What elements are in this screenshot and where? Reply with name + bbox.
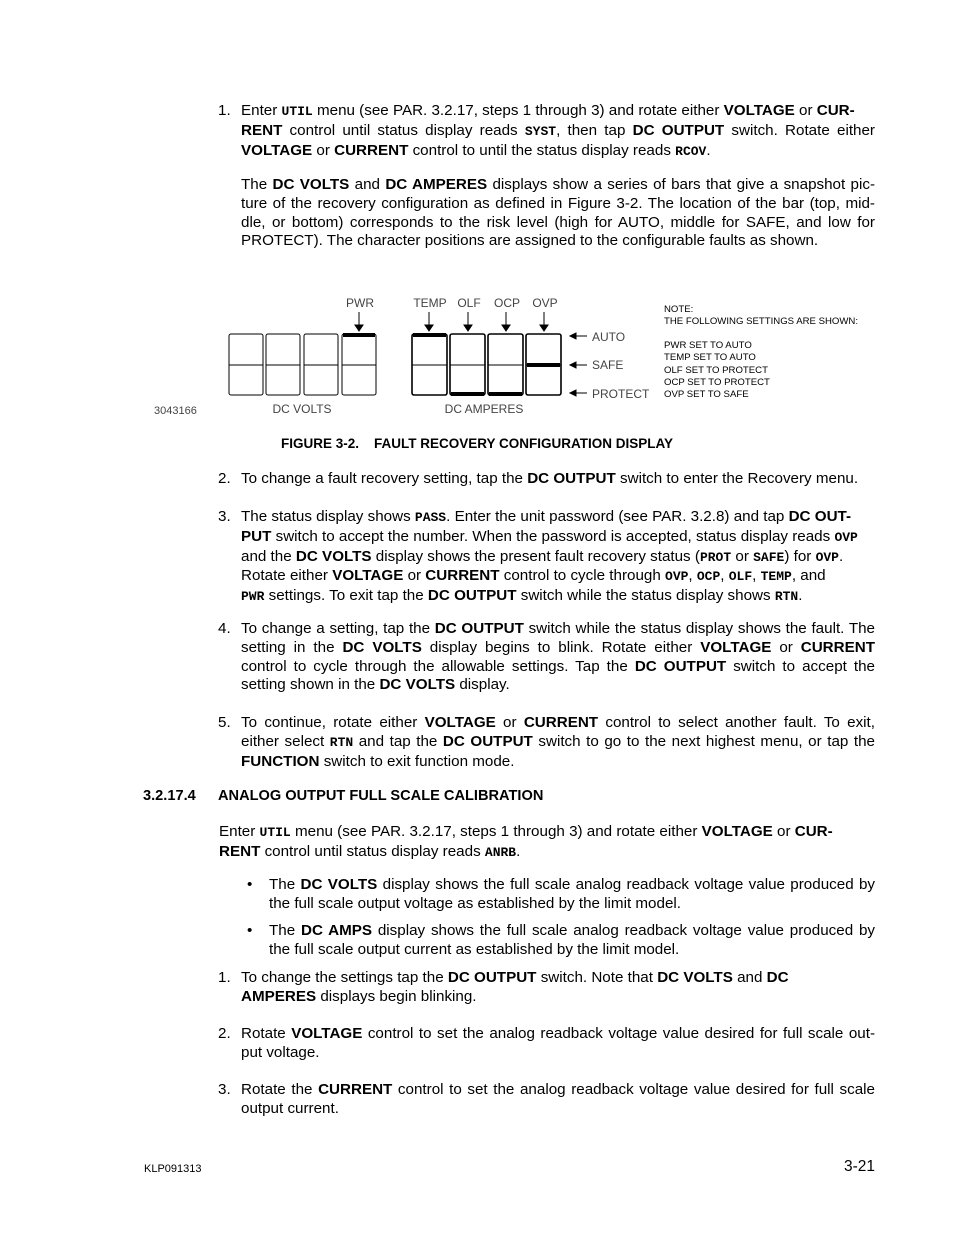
bullet: •	[247, 876, 253, 893]
bullet-text: The DC AMPS display shows the full scale analog readback voltage value produced by the full scale output current as established by the limit model.	[269, 922, 875, 958]
temp-auto-bar	[413, 333, 446, 337]
figure-caption: FIGURE 3-2. FAULT RECOVERY CONFIGURATION DISPLAY	[280, 436, 674, 451]
label-pwr: PWR	[346, 296, 374, 310]
step-2-text: To change a fault recovery setting, tap the DC OUTPUT switch to enter the Recovery menu.	[241, 470, 859, 487]
step-5-text: To continue, rotate either VOLTAGE or CURRENT control to select another fault. To exit, either select RTN and tap the DC OUTPUT switch to go to the next highest menu, or tap the FUNCTION switch to exit function mode.	[241, 714, 875, 770]
label-dc-amperes: DC AMPERES	[444, 402, 524, 416]
section-title: ANALOG OUTPUT FULL SCALE CALIBRATION	[218, 788, 544, 804]
section-number: 3.2.17.4	[143, 788, 196, 804]
step-number: 3.	[218, 508, 231, 525]
note-line: OLF SET TO PROTECT	[664, 365, 768, 376]
step-number: 1.	[218, 969, 231, 986]
label-dc-volts: DC VOLTS	[272, 402, 332, 416]
step-3-text: The status display shows PASS. Enter the unit password (see PAR. 3.2.8) and tap DC OUT- PUT switch to accept the number. When the password is accepted, status display reads OVP and the DC VOLTS display shows the present fault recovery status (PROT or SAFE) for OVP. Rotate either VOLTAGE or CURRENT control to cycle through OVP, OCP, OLF, TEMP, and PWR settings. To exit tap the DC OUTPUT switch while the status display shows RTN.	[241, 508, 858, 605]
step-1-text: Enter UTIL menu (see PAR. 3.2.17, steps 1 through 3) and rotate either VOLTAGE or CUR- RENT control until status display reads SYST, then tap DC OUTPUT switch. Rotate either VOLTAGE or CURRENT control to until the status display reads RCOV.	[241, 102, 875, 159]
bullet: •	[247, 922, 253, 939]
step-number: 3.	[218, 1081, 231, 1098]
bullet-text: The DC VOLTS display shows the full scale analog readback voltage value produced by the full scale output voltage as established by the limit model.	[269, 876, 876, 912]
label-ocp: OCP	[493, 296, 521, 310]
note-line: TEMP SET TO AUTO	[664, 352, 756, 363]
olf-protect-bar	[451, 392, 484, 396]
section-heading	[143, 788, 544, 804]
section-intro: Enter UTIL menu (see PAR. 3.2.17, steps 1 through 3) and rotate either VOLTAGE or CUR- RENT control until status display reads ANRB.	[219, 823, 833, 860]
note-title: NOTE:	[664, 304, 694, 315]
note-line: OVP SET TO SAFE	[664, 389, 749, 400]
pwr-auto-bar	[343, 333, 375, 337]
cal-step-1-text: To change the settings tap the DC OUTPUT switch. Note that DC VOLTS and DC AMPERES displays begin blinking.	[241, 969, 789, 1005]
fault-recovery-figure	[0, 285, 954, 425]
step-number: 2.	[218, 1025, 231, 1042]
document-id: KLP091313	[144, 1163, 202, 1175]
label-temp: TEMP	[413, 296, 447, 310]
label-olf: OLF	[457, 296, 481, 310]
label-auto: AUTO	[592, 330, 626, 344]
step-4-text: To change a setting, tap the DC OUTPUT switch while the status display shows the fault. The setting in the DC VOLTS display begins to blink. Rotate either VOLTAGE or CURRENT control to cycle through the allowable settings. Tap the DC OUTPUT switch to accept the setting shown in the DC VOLTS display.	[241, 620, 875, 694]
step-number: 2.	[218, 470, 231, 487]
ocp-protect-bar	[489, 392, 522, 396]
step-number: 4.	[218, 620, 231, 637]
page-number: 3-21	[843, 1158, 875, 1175]
label-safe: SAFE	[592, 358, 624, 372]
cal-step-3-text: Rotate the CURRENT control to set the analog readback voltage value desired for full scale output current.	[241, 1081, 875, 1117]
step-number: 1.	[218, 102, 231, 119]
cal-step-2-text: Rotate VOLTAGE control to set the analog readback voltage value desired for full scale out-put voltage.	[241, 1025, 876, 1061]
step-1-explanation: The DC VOLTS and DC AMPERES displays show a series of bars that give a snapshot pic-ture of the recovery configuration as defined in Figure 3-2. The location of the bar (top, mid-dle, or bottom) corresponds to the risk level (high for AUTO, middle for SAFE, and low for PROTECT). The character positions are assigned to the configurable faults as shown.	[241, 176, 876, 250]
label-ovp: OVP	[532, 296, 558, 310]
note-line: PWR SET TO AUTO	[664, 340, 752, 351]
ovp-safe-bar	[527, 363, 560, 367]
step-number: 5.	[218, 714, 231, 731]
note-line: OCP SET TO PROTECT	[664, 377, 770, 388]
note-line: THE FOLLOWING SETTINGS ARE SHOWN:	[664, 316, 859, 327]
label-protect: PROTECT	[592, 387, 650, 401]
figure-id: 3043166	[154, 405, 197, 417]
